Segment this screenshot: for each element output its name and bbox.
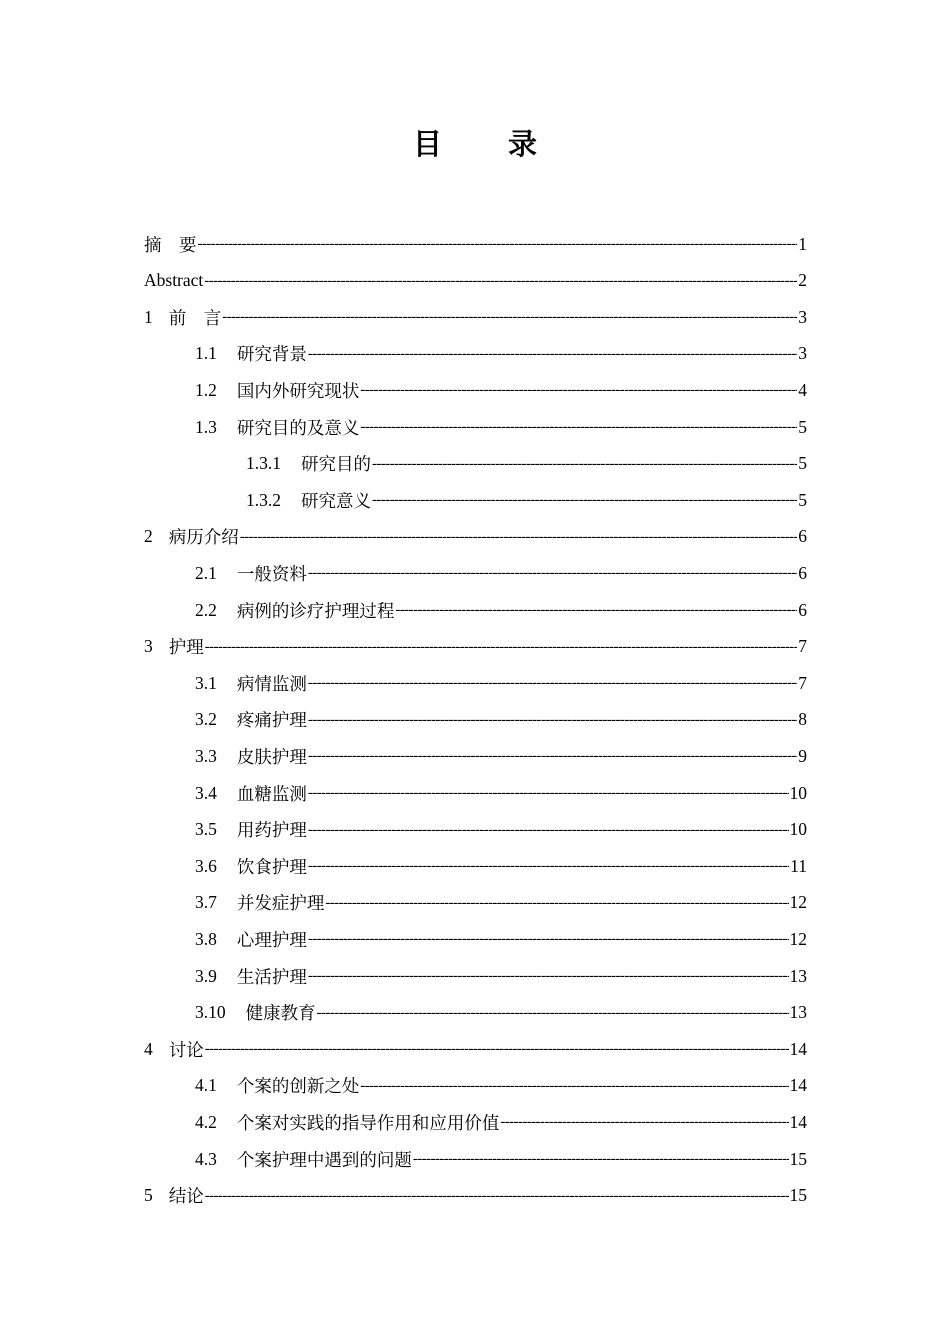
toc-entry-page-number: 7 — [798, 672, 807, 693]
toc-entry-number: 3.1 — [195, 672, 217, 693]
toc-dot-leader — [222, 307, 797, 327]
toc-dot-leader — [198, 234, 798, 254]
toc-entry-number: 3.3 — [195, 745, 217, 766]
toc-dot-leader — [360, 380, 797, 400]
toc-entry[interactable] — [195, 958, 807, 994]
toc-entry-label: 病历介绍 — [168, 527, 239, 548]
page-title: 目 录 — [412, 127, 566, 161]
toc-entry-label: 皮肤护理 — [236, 746, 307, 767]
toc-entry-number: 5 — [144, 1185, 153, 1206]
toc-entry-label: 病例的诊疗护理过程 — [236, 600, 395, 621]
toc-entry-page-number: 8 — [798, 709, 807, 730]
toc-entry[interactable] — [246, 446, 807, 482]
toc-entry-page-number: 15 — [789, 1185, 807, 1206]
toc-dot-leader — [308, 820, 789, 840]
toc-dot-leader — [317, 1003, 789, 1023]
toc-dot-leader — [205, 1186, 789, 1206]
toc-entry-label: 生活护理 — [236, 966, 307, 987]
toc-entry-page-number: 12 — [789, 928, 807, 949]
toc-dot-leader — [308, 746, 797, 766]
toc-entry-label: 个案的创新之处 — [236, 1076, 360, 1097]
toc-entry-number: 3.4 — [195, 782, 217, 803]
toc-entry-page-number: 3 — [798, 306, 807, 327]
toc-dot-leader — [308, 563, 797, 583]
toc-entry-label: 护理 — [168, 637, 204, 658]
toc-entry[interactable] — [144, 629, 807, 665]
toc-entry[interactable] — [195, 665, 807, 701]
toc-entry-label: 研究目的及意义 — [236, 417, 360, 438]
toc-dot-leader — [325, 893, 788, 913]
toc-entry-number: 2.2 — [195, 599, 217, 620]
toc-entry-page-number: 9 — [798, 745, 807, 766]
toc-entry[interactable] — [144, 299, 807, 335]
toc-entry-page-number: 7 — [798, 636, 807, 657]
toc-entry-label: 用药护理 — [236, 820, 307, 841]
toc-entry-number: 3.7 — [195, 892, 217, 913]
toc-entry-label: 前 言 — [168, 307, 222, 328]
toc-entry-label: 疼痛护理 — [236, 710, 307, 731]
toc-entry[interactable] — [195, 885, 807, 921]
toc-entry[interactable] — [195, 995, 807, 1031]
toc-entry[interactable] — [195, 372, 807, 408]
toc-dot-leader — [308, 966, 789, 986]
toc-entry-label: 心理护理 — [236, 929, 307, 950]
toc-entry-page-number: 6 — [798, 526, 807, 547]
toc-entry-label: 健康教育 — [245, 1003, 316, 1024]
toc-entry-label: 摘 要 — [144, 234, 197, 255]
toc-entry-page-number: 1 — [798, 233, 807, 254]
toc-entry[interactable] — [246, 482, 807, 518]
toc-dot-leader — [308, 710, 797, 730]
toc-entry[interactable] — [144, 1178, 807, 1214]
toc-entry[interactable] — [195, 1068, 807, 1104]
toc-entry-number: 3.5 — [195, 819, 217, 840]
toc-entry-label: 结论 — [168, 1186, 204, 1207]
toc-entry-page-number: 15 — [789, 1148, 807, 1169]
toc-dot-leader — [308, 673, 797, 693]
toc-entry-number: 4.3 — [195, 1148, 217, 1169]
toc-entry-page-number: 2 — [798, 270, 807, 291]
toc-entry[interactable] — [195, 702, 807, 738]
toc-dot-leader — [500, 1112, 788, 1132]
toc-entry-label: 国内外研究现状 — [236, 380, 360, 401]
toc-entry[interactable] — [195, 592, 807, 628]
toc-entry[interactable] — [195, 1141, 807, 1177]
toc-entry-number: 1.2 — [195, 379, 217, 400]
toc-entry[interactable] — [195, 738, 807, 774]
toc-entry-page-number: 12 — [789, 892, 807, 913]
toc-entry-page-number: 14 — [789, 1111, 807, 1132]
toc-entry-label: 病情监测 — [236, 673, 307, 694]
toc-entry-number: 1.1 — [195, 343, 217, 364]
toc-dot-leader — [204, 271, 797, 291]
toc-entry-page-number: 10 — [789, 782, 807, 803]
toc-entry[interactable] — [195, 336, 807, 372]
toc-entry-page-number: 4 — [798, 379, 807, 400]
toc-entry-page-number: 14 — [789, 1075, 807, 1096]
toc-entry-label: 研究意义 — [301, 490, 371, 511]
toc-entry-page-number: 14 — [789, 1038, 807, 1059]
toc-entry-page-number: 5 — [798, 416, 807, 437]
toc-dot-leader — [413, 1149, 789, 1169]
toc-entry-number: 4 — [144, 1038, 153, 1059]
toc-entry-number: 4.2 — [195, 1111, 217, 1132]
toc-entry-number: 3.9 — [195, 965, 217, 986]
toc-entry[interactable] — [195, 555, 807, 591]
toc-entry-number: 3 — [144, 636, 153, 657]
toc-entry-page-number: 5 — [798, 453, 807, 474]
toc-dot-leader — [360, 417, 797, 437]
toc-entry[interactable] — [195, 848, 807, 884]
toc-dot-leader — [240, 527, 798, 547]
toc-entry[interactable] — [144, 263, 807, 299]
toc-dot-leader — [308, 783, 789, 803]
toc-entry-label: 研究背景 — [236, 344, 307, 365]
toc-entry-number: 2.1 — [195, 562, 217, 583]
toc-entry[interactable] — [144, 519, 807, 555]
toc-entry-page-number: 6 — [798, 562, 807, 583]
toc-entry[interactable] — [144, 226, 807, 262]
toc-entry-label: 血糖监测 — [236, 783, 307, 804]
toc-entry-label: 讨论 — [168, 1039, 204, 1060]
toc-entry-page-number: 3 — [798, 343, 807, 364]
toc-dot-leader — [372, 490, 797, 510]
toc-dot-leader — [395, 600, 797, 620]
toc-entry[interactable] — [195, 812, 807, 848]
toc-entry-number: 3.8 — [195, 928, 217, 949]
toc-entry[interactable] — [195, 409, 807, 445]
toc-entry-label: 并发症护理 — [236, 893, 325, 914]
toc-entry-number: 1.3 — [195, 416, 217, 437]
toc-entry-page-number: 13 — [789, 1002, 807, 1023]
toc-entry-number: 3.6 — [195, 855, 217, 876]
toc-dot-leader — [360, 1076, 788, 1096]
toc-dot-leader — [205, 1039, 789, 1059]
toc-entry-page-number: 6 — [798, 599, 807, 620]
toc-entry-number: 1.3.1 — [246, 453, 281, 474]
toc-dot-leader — [308, 344, 797, 364]
toc-entry-number: 1 — [144, 306, 153, 327]
toc-entry-page-number: 13 — [789, 965, 807, 986]
toc-entry-label: 一般资料 — [236, 563, 307, 584]
toc-entry-number: 4.1 — [195, 1075, 217, 1096]
toc-entry-number: 1.3.2 — [246, 489, 281, 510]
toc-entry[interactable] — [195, 1104, 807, 1140]
toc-entry-label: Abstract — [144, 270, 204, 291]
toc-entry-label: 饮食护理 — [236, 856, 307, 877]
toc-entry-number: 3.10 — [195, 1002, 226, 1023]
toc-entry-label: 个案护理中遇到的问题 — [236, 1149, 412, 1170]
toc-dot-leader — [308, 856, 789, 876]
toc-dot-leader — [205, 637, 798, 657]
toc-entry-label: 研究目的 — [301, 454, 371, 475]
toc-dot-leader — [308, 929, 789, 949]
toc-entry-number: 2 — [144, 526, 153, 547]
toc-entry-page-number: 11 — [790, 855, 807, 876]
toc-entry-page-number: 10 — [789, 819, 807, 840]
toc-dot-leader — [372, 454, 797, 474]
toc-entry-label: 个案对实践的指导作用和应用价值 — [236, 1112, 500, 1133]
toc-entry[interactable] — [195, 921, 807, 957]
toc-entry[interactable] — [195, 775, 807, 811]
toc-entry-page-number: 5 — [798, 489, 807, 510]
toc-entry[interactable] — [144, 1031, 807, 1067]
toc-entry-number: 3.2 — [195, 709, 217, 730]
